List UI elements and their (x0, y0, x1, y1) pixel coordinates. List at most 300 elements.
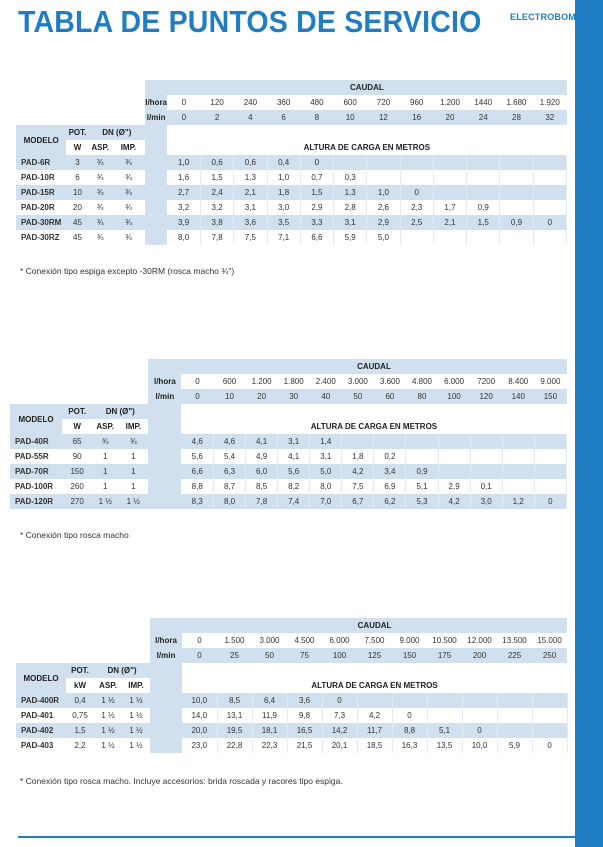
head-value-cell: 7,0 (310, 494, 342, 509)
head-value-cell: 8,0 (310, 479, 342, 494)
head-value-cell: 5,4 (214, 449, 246, 464)
head-value-cell (500, 155, 533, 170)
service-table-3 (16, 618, 568, 753)
lmin-cell: 0 (167, 110, 200, 125)
lmin-cell: 16 (400, 110, 433, 125)
head-value-cell: 2,8 (334, 200, 367, 215)
head-value-cell (467, 170, 500, 185)
head-value-cell: 1,3 (334, 185, 367, 200)
head-value-cell (502, 449, 534, 464)
table-row (16, 738, 567, 753)
head-value-cell (467, 155, 500, 170)
table-row (16, 723, 567, 738)
head-value-cell: 6,7 (342, 494, 374, 509)
head-value-cell (433, 170, 466, 185)
head-value-cell: 3,1 (278, 434, 310, 449)
head-value-cell (467, 185, 500, 200)
head-value-cell (433, 155, 466, 170)
head-value-cell (534, 434, 566, 449)
asp-cell: 1 ½ (94, 723, 122, 738)
head-value-cell: 0,7 (300, 170, 333, 185)
head-value-cell: 2,9 (367, 215, 400, 230)
lmin-cell: 75 (287, 648, 322, 663)
head-value-cell (342, 434, 374, 449)
head-value-cell: 21,5 (287, 738, 322, 753)
table-row (16, 693, 567, 708)
head-value-cell: 11,7 (357, 723, 392, 738)
head-value-cell (438, 464, 470, 479)
head-value-cell (532, 708, 567, 723)
head-value-cell (400, 170, 433, 185)
head-value-cell (533, 170, 566, 185)
table-row (10, 449, 567, 464)
head-value-cell: 0,4 (267, 155, 300, 170)
head-value-cell: 8,5 (246, 479, 278, 494)
pot-cell: 0,4 (66, 693, 94, 708)
modelo-header: MODELO (10, 404, 62, 434)
row-spacer (145, 215, 167, 230)
head-value-cell: 7,5 (234, 230, 267, 245)
head-value-cell: 1,5 (300, 185, 333, 200)
lmin-label: l/min (145, 110, 167, 125)
asp-cell: ¾ (92, 434, 118, 449)
head-value-cell: 0,9 (467, 200, 500, 215)
lmin-cell: 8 (300, 110, 333, 125)
lhora-cell: 12.000 (462, 633, 497, 648)
lhora-cell: 600 (334, 95, 367, 110)
asp-cell: ¾ (89, 170, 112, 185)
head-value-cell: 8,7 (214, 479, 246, 494)
row-spacer (145, 185, 167, 200)
model-cell: PAD-20R (16, 200, 66, 215)
pot-cell: 6 (66, 170, 88, 185)
head-value-cell (532, 693, 567, 708)
row-spacer (148, 494, 181, 509)
dn-header: DN (Ø") (92, 404, 148, 419)
lhora-cell: 1.920 (533, 95, 566, 110)
row-spacer (145, 155, 167, 170)
head-value-cell: 2,6 (367, 200, 400, 215)
head-value-cell: 16,3 (392, 738, 427, 753)
lmin-cell: 200 (462, 648, 497, 663)
head-value-cell (500, 200, 533, 215)
head-value-cell: 22,8 (217, 738, 252, 753)
head-value-cell (502, 434, 534, 449)
unit-header: W (66, 140, 88, 155)
imp-cell: ¾ (112, 155, 145, 170)
lmin-cell: 100 (438, 389, 470, 404)
lmin-cell: 50 (342, 389, 374, 404)
head-value-cell: 10,0 (462, 738, 497, 753)
imp-cell: 1 ½ (122, 723, 150, 738)
head-value-cell: 0 (462, 723, 497, 738)
imp-cell: 1 ½ (122, 738, 150, 753)
head-value-cell: 8,0 (167, 230, 200, 245)
head-value-cell: 0,9 (406, 464, 438, 479)
head-value-cell: 1,2 (502, 494, 534, 509)
head-value-cell: 2,1 (234, 185, 267, 200)
head-value-cell: 6,9 (374, 479, 406, 494)
head-value-cell: 5,0 (367, 230, 400, 245)
model-cell: PAD-70R (10, 464, 62, 479)
unit-header: kW (66, 678, 94, 693)
head-value-cell: 2,9 (300, 200, 333, 215)
row-spacer (145, 200, 167, 215)
head-value-cell: 3,1 (234, 200, 267, 215)
lhora-cell: 1.200 (246, 374, 278, 389)
asp-cell: ¾ (89, 185, 112, 200)
head-value-cell: 8,5 (217, 693, 252, 708)
head-value-cell: 7,8 (246, 494, 278, 509)
pot-cell: 10 (66, 185, 88, 200)
pot-cell: 1,5 (66, 723, 94, 738)
head-value-cell (470, 449, 502, 464)
head-value-cell: 6,4 (252, 693, 287, 708)
lhora-cell: 0 (167, 95, 200, 110)
model-cell: PAD-15R (16, 185, 66, 200)
lmin-cell: 28 (500, 110, 533, 125)
head-value-cell: 13,1 (217, 708, 252, 723)
head-value-cell (500, 170, 533, 185)
lhora-label: l/hora (150, 633, 182, 648)
page-title: TABLA DE PUNTOS DE SERVICIO (18, 4, 482, 39)
head-value-cell (500, 185, 533, 200)
row-spacer (148, 449, 181, 464)
lmin-cell: 120 (470, 389, 502, 404)
lmin-cell: 40 (310, 389, 342, 404)
head-value-cell (392, 693, 427, 708)
unit-header: W (62, 419, 92, 434)
head-value-cell (438, 434, 470, 449)
head-value-cell: 4,1 (246, 434, 278, 449)
head-value-cell (470, 464, 502, 479)
head-value-cell: 0,9 (500, 215, 533, 230)
lhora-cell: 120 (200, 95, 233, 110)
altura-header: ALTURA DE CARGA EN METROS (181, 419, 566, 434)
head-value-cell: 8,2 (278, 479, 310, 494)
asp-cell: ¾ (89, 155, 112, 170)
head-value-cell (533, 230, 566, 245)
head-value-cell: 1,7 (433, 200, 466, 215)
lmin-cell: 50 (252, 648, 287, 663)
pot-cell: 3 (66, 155, 88, 170)
table-row (10, 434, 567, 449)
lmin-cell: 10 (214, 389, 246, 404)
pot-cell: 45 (66, 230, 88, 245)
head-value-cell: 7,1 (267, 230, 300, 245)
asp-cell: 1 (92, 449, 118, 464)
pot-cell: 270 (62, 494, 92, 509)
right-accent-bar (575, 0, 603, 847)
table-row (16, 708, 567, 723)
row-spacer (150, 708, 182, 723)
dn-header: DN (Ø") (94, 663, 150, 678)
pot-cell: 45 (66, 215, 88, 230)
imp-header: IMP. (122, 678, 150, 693)
asp-cell: 1 ½ (94, 693, 122, 708)
head-value-cell (534, 449, 566, 464)
asp-header: ASP. (94, 678, 122, 693)
head-value-cell: 6,6 (181, 464, 213, 479)
asp-cell: ¾ (89, 215, 112, 230)
head-value-cell: 8,8 (181, 479, 213, 494)
head-value-cell: 8,3 (181, 494, 213, 509)
footnote: * Conexión tipo rosca macho (20, 530, 129, 540)
head-value-cell: 23,0 (182, 738, 217, 753)
lmin-cell: 4 (234, 110, 267, 125)
head-value-cell (462, 693, 497, 708)
lhora-label: l/hora (145, 95, 167, 110)
head-value-cell: 0 (322, 693, 357, 708)
brand-logo: ELECTROBOMBAS (510, 12, 596, 22)
head-value-cell (433, 230, 466, 245)
head-value-cell: 13,5 (427, 738, 462, 753)
head-value-cell: 3,6 (234, 215, 267, 230)
head-value-cell: 6,0 (246, 464, 278, 479)
row-spacer (148, 464, 181, 479)
model-cell: PAD-30RZ (16, 230, 66, 245)
imp-cell: 1 (118, 479, 148, 494)
lhora-cell: 1.500 (217, 633, 252, 648)
imp-cell: ¾ (112, 185, 145, 200)
head-value-cell: 6,6 (300, 230, 333, 245)
head-value-cell: 20,1 (322, 738, 357, 753)
head-value-cell: 4,1 (278, 449, 310, 464)
head-value-cell: 0 (534, 494, 566, 509)
head-value-cell: 0,6 (234, 155, 267, 170)
head-value-cell: 0,6 (200, 155, 233, 170)
model-cell: PAD-403 (16, 738, 66, 753)
lhora-cell: 480 (300, 95, 333, 110)
service-table-2 (10, 359, 567, 509)
modelo-header: MODELO (16, 663, 66, 693)
head-value-cell: 2,9 (438, 479, 470, 494)
lmin-cell: 32 (533, 110, 566, 125)
model-cell: PAD-30RM (16, 215, 66, 230)
table-row (10, 494, 567, 509)
row-spacer (145, 170, 167, 185)
model-cell: PAD-6R (16, 155, 66, 170)
head-value-cell: 6,2 (374, 494, 406, 509)
head-value-cell: 9,8 (287, 708, 322, 723)
lmin-cell: 6 (267, 110, 300, 125)
head-value-cell: 0 (300, 155, 333, 170)
head-value-cell (400, 230, 433, 245)
imp-cell: ¾ (118, 434, 148, 449)
head-value-cell: 2,1 (433, 215, 466, 230)
head-value-cell: 0 (400, 185, 433, 200)
caudal-header: CAUDAL (181, 359, 566, 374)
head-value-cell: 14,2 (322, 723, 357, 738)
head-value-cell (497, 693, 532, 708)
lhora-cell: 9.000 (534, 374, 566, 389)
lhora-cell: 1.200 (433, 95, 466, 110)
head-value-cell (334, 155, 367, 170)
head-value-cell: 7,8 (200, 230, 233, 245)
lmin-cell: 30 (278, 389, 310, 404)
lhora-cell: 3.000 (342, 374, 374, 389)
lhora-cell: 8.400 (502, 374, 534, 389)
asp-header: ASP. (89, 140, 112, 155)
service-table-1 (16, 80, 567, 245)
lmin-cell: 125 (357, 648, 392, 663)
row-spacer (150, 693, 182, 708)
lhora-cell: 600 (214, 374, 246, 389)
imp-cell: ¾ (112, 215, 145, 230)
lmin-cell: 100 (322, 648, 357, 663)
lhora-cell: 9.000 (392, 633, 427, 648)
head-value-cell (438, 449, 470, 464)
head-value-cell: 3,5 (267, 215, 300, 230)
lhora-cell: 1440 (467, 95, 500, 110)
footnote: * Conexión tipo espiga excepto -30RM (rosca macho ¾") (20, 266, 235, 276)
head-value-cell (534, 464, 566, 479)
lmin-cell: 0 (182, 648, 217, 663)
head-value-cell: 18,5 (357, 738, 392, 753)
lhora-cell: 360 (267, 95, 300, 110)
head-value-cell: 4,9 (246, 449, 278, 464)
lmin-label: l/min (148, 389, 181, 404)
table-row (16, 200, 567, 215)
head-value-cell (502, 479, 534, 494)
lmin-cell: 150 (392, 648, 427, 663)
model-cell: PAD-120R (10, 494, 62, 509)
head-value-cell: 5,0 (310, 464, 342, 479)
head-value-cell (534, 479, 566, 494)
lhora-cell: 6.000 (438, 374, 470, 389)
bottom-rule (18, 836, 575, 838)
head-value-cell (533, 155, 566, 170)
lhora-cell: 3.600 (374, 374, 406, 389)
head-value-cell: 2,3 (400, 200, 433, 215)
lhora-cell: 4.800 (406, 374, 438, 389)
asp-cell: 1 (92, 479, 118, 494)
head-value-cell (467, 230, 500, 245)
pot-cell: 65 (62, 434, 92, 449)
head-value-cell: 1,4 (310, 434, 342, 449)
pot-header: POT. (62, 404, 92, 419)
pot-cell: 0,75 (66, 708, 94, 723)
head-value-cell (462, 708, 497, 723)
lhora-cell: 4.500 (287, 633, 322, 648)
head-value-cell: 0,3 (334, 170, 367, 185)
pot-header: POT. (66, 663, 94, 678)
head-value-cell: 0 (532, 738, 567, 753)
lmin-cell: 225 (497, 648, 532, 663)
lmin-cell: 250 (532, 648, 567, 663)
head-value-cell (406, 434, 438, 449)
head-value-cell (497, 723, 532, 738)
head-value-cell (533, 185, 566, 200)
head-value-cell: 1,6 (167, 170, 200, 185)
head-value-cell: 0,2 (374, 449, 406, 464)
head-value-cell: 3,2 (167, 200, 200, 215)
head-value-cell (427, 693, 462, 708)
head-value-cell: 4,2 (342, 464, 374, 479)
pot-cell: 90 (62, 449, 92, 464)
head-value-cell: 3,4 (374, 464, 406, 479)
lmin-cell: 175 (427, 648, 462, 663)
head-value-cell: 1,3 (234, 170, 267, 185)
head-value-cell: 5,6 (278, 464, 310, 479)
row-spacer (150, 723, 182, 738)
lhora-cell: 13.500 (497, 633, 532, 648)
head-value-cell: 1,8 (342, 449, 374, 464)
model-cell: PAD-55R (10, 449, 62, 464)
imp-cell: ¾ (112, 200, 145, 215)
head-value-cell: 2,4 (200, 185, 233, 200)
lhora-cell: 240 (234, 95, 267, 110)
imp-header: IMP. (118, 419, 148, 434)
imp-header: IMP. (112, 140, 145, 155)
head-value-cell: 5,9 (334, 230, 367, 245)
table-row (10, 464, 567, 479)
head-value-cell: 1,0 (267, 170, 300, 185)
head-value-cell: 5,1 (427, 723, 462, 738)
head-value-cell: 6,3 (214, 464, 246, 479)
model-cell: PAD-10R (16, 170, 66, 185)
head-value-cell: 2,5 (400, 215, 433, 230)
pot-cell: 2,2 (66, 738, 94, 753)
lhora-cell: 0 (181, 374, 213, 389)
head-value-cell: 4,2 (438, 494, 470, 509)
pot-cell: 20 (66, 200, 88, 215)
caudal-header: CAUDAL (167, 80, 566, 95)
head-value-cell: 4,2 (357, 708, 392, 723)
head-value-cell: 1,0 (167, 155, 200, 170)
head-value-cell: 3,0 (470, 494, 502, 509)
altura-header: ALTURA DE CARGA EN METROS (167, 140, 566, 155)
head-value-cell (406, 449, 438, 464)
row-spacer (145, 230, 167, 245)
lhora-cell: 7200 (470, 374, 502, 389)
head-value-cell: 3,1 (310, 449, 342, 464)
lhora-cell: 7.500 (357, 633, 392, 648)
model-cell: PAD-402 (16, 723, 66, 738)
lhora-cell: 0 (182, 633, 217, 648)
head-value-cell: 5,9 (497, 738, 532, 753)
asp-cell: 1 ½ (92, 494, 118, 509)
pot-cell: 260 (62, 479, 92, 494)
head-value-cell (433, 185, 466, 200)
imp-cell: 1 ½ (122, 708, 150, 723)
head-value-cell: 14,0 (182, 708, 217, 723)
imp-cell: 1 ½ (122, 693, 150, 708)
head-value-cell: 3,2 (200, 200, 233, 215)
model-cell: PAD-400R (16, 693, 66, 708)
head-value-cell: 5,1 (406, 479, 438, 494)
head-value-cell: 5,6 (181, 449, 213, 464)
head-value-cell: 1,5 (200, 170, 233, 185)
lmin-cell: 25 (217, 648, 252, 663)
lmin-cell: 150 (534, 389, 566, 404)
table-row (16, 185, 567, 200)
head-value-cell: 7,3 (322, 708, 357, 723)
head-value-cell (497, 708, 532, 723)
head-value-cell (533, 200, 566, 215)
asp-cell: 1 ½ (94, 738, 122, 753)
head-value-cell: 11,9 (252, 708, 287, 723)
imp-cell: 1 (118, 464, 148, 479)
head-value-cell: 1,8 (267, 185, 300, 200)
head-value-cell (400, 155, 433, 170)
caudal-header: CAUDAL (182, 618, 567, 633)
head-value-cell (502, 464, 534, 479)
head-value-cell: 20,0 (182, 723, 217, 738)
modelo-header: MODELO (16, 125, 66, 155)
lmin-cell: 20 (433, 110, 466, 125)
lhora-cell: 3.000 (252, 633, 287, 648)
